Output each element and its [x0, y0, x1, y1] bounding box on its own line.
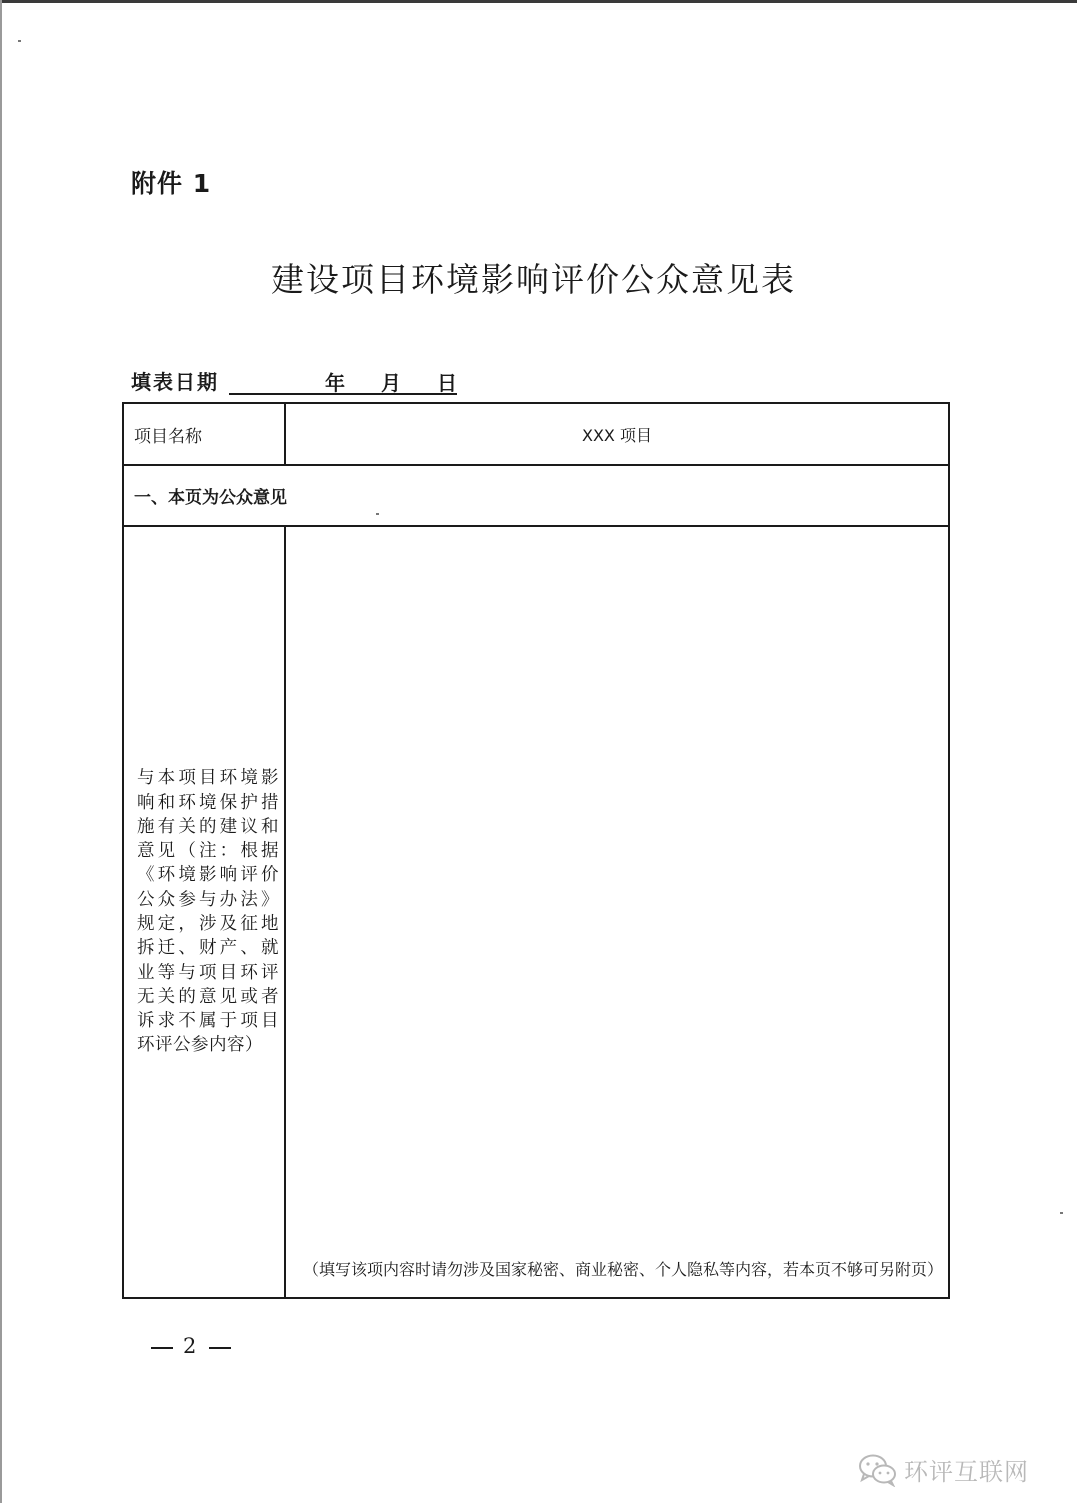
opinion-label: 与本项目环境影响和环境保护措施有关的建议和意见（注：根据《环境影响评价公众参与办法》规定，涉及征地拆迁、财产、就业等与项目环评无关的意见或者诉求不属于项目环评公参内容）: [137, 768, 279, 1056]
date-month-unit: 月: [381, 371, 401, 395]
table-row: [123, 526, 949, 1298]
watermark: [858, 1452, 1029, 1487]
page-number-text: 2: [183, 1334, 200, 1358]
wechat-icon: [858, 1453, 898, 1487]
page-number-dash: [151, 1347, 173, 1349]
date-label: 填表日期: [131, 370, 219, 394]
scan-left-edge: [0, 0, 2, 1503]
opinion-input-area[interactable]: [285, 526, 949, 1298]
document-title-text: 建设项目环境影响评价公众意见表: [271, 260, 796, 299]
document-title: [0, 254, 1077, 301]
opinion-label-cell: [123, 526, 285, 1298]
opinion-note: （填写该项内容时请勿涉及国家秘密、商业秘密、个人隐私等内容，若本页不够可另附页）: [303, 1260, 944, 1279]
table-row: [123, 403, 949, 465]
opinion-form-table: [122, 402, 950, 1299]
table-row: [123, 465, 949, 526]
section-heading: 一、本页为公众意见: [123, 465, 949, 526]
attachment-label: 附件 1: [131, 169, 212, 198]
date-field[interactable]: [229, 367, 457, 395]
project-name-label: 项目名称: [123, 403, 285, 465]
page-number-dash: [209, 1347, 231, 1349]
scan-top-edge: [0, 0, 1077, 3]
page-number: [141, 1334, 241, 1358]
scan-speck: [18, 40, 21, 42]
project-name-value[interactable]: XXX 项目: [285, 403, 949, 465]
scan-speck: [1060, 1212, 1063, 1214]
date-year-unit: 年: [325, 371, 345, 395]
watermark-text: 环评互联网: [904, 1458, 1029, 1486]
date-day-unit: 日: [437, 371, 457, 395]
date-row: [131, 366, 457, 395]
